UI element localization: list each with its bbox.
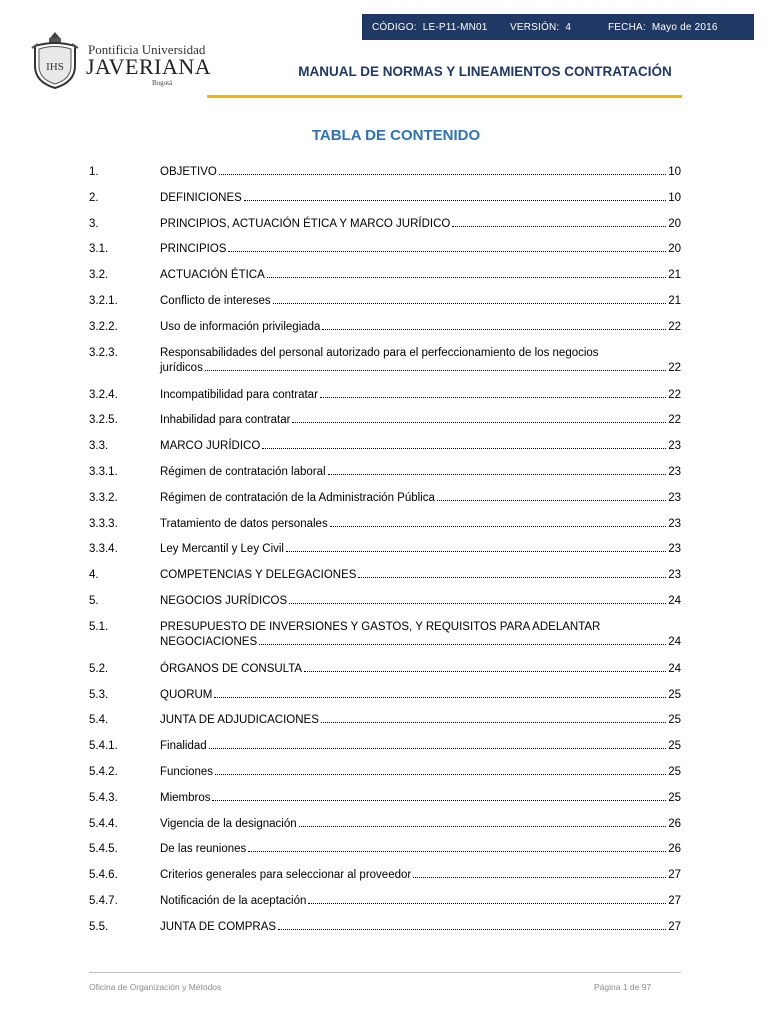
toc-entry-label: Uso de información privilegiada: [160, 320, 321, 333]
version-value: 4: [565, 21, 572, 33]
toc-entry-line: [160, 543, 681, 555]
toc-entry-label: Vigencia de la designación: [160, 817, 297, 830]
code-value: LE-P11-MN01: [422, 21, 488, 33]
toc-leader-dots: [209, 747, 667, 749]
toc-entry-page: 23: [668, 466, 681, 478]
toc-entry-number: 2.: [89, 191, 99, 204]
toc-entry-number: 3.2.1.: [89, 295, 118, 307]
toc-entry-line: [160, 766, 681, 778]
toc-leader-dots: [262, 447, 666, 449]
toc-entry-page: 23: [668, 491, 681, 504]
toc-entry-label: ÓRGANOS DE CONSULTA: [160, 662, 303, 675]
toc-entry-label-continued: jurídicos: [160, 361, 203, 374]
toc-entry-line: [160, 843, 681, 855]
document-title: MANUAL DE NORMAS Y LINEAMIENTOS CONTRATACIÓN: [298, 64, 672, 79]
crest-icon: [30, 30, 80, 90]
toc-entry-number: 3.2.3.: [89, 346, 118, 359]
toc-entry-number: 5.4.3.: [89, 791, 118, 804]
toc-entry-line: [160, 663, 681, 675]
toc-entry-page: 24: [668, 635, 681, 648]
toc-entry-number: 5.5.: [89, 920, 109, 933]
toc-entry-page: 21: [668, 269, 681, 282]
toc-entry-page: 10: [668, 166, 681, 178]
toc-leader-dots: [413, 876, 666, 878]
toc-entry-number: 3.2.: [89, 269, 109, 282]
toc-entry-number: 3.3.: [89, 440, 109, 453]
toc-entry-number: 5.3.: [89, 688, 109, 701]
date-label: FECHA:: [608, 21, 646, 33]
toc-entry-page: 27: [668, 920, 681, 933]
toc-entry-label: De las reuniones: [160, 843, 247, 856]
toc-entry-line: [160, 869, 681, 881]
toc-entry-label: Miembros: [160, 791, 211, 804]
toc-leader-dots: [219, 173, 666, 175]
toc-entry-page: 25: [668, 766, 681, 778]
toc-entry-page: 26: [668, 817, 681, 830]
version-label: VERSIÓN:: [510, 21, 560, 33]
toc-leader-dots: [259, 643, 666, 645]
toc-entry-label: Conflicto de intereses: [160, 295, 271, 307]
toc-leader-dots: [228, 250, 666, 252]
toc-entry-line: [160, 518, 681, 530]
toc-entry-number: 5.4.5.: [89, 843, 118, 856]
logo-line-2: JAVERIANA: [86, 54, 212, 79]
logo-line-1: Pontificia Universidad: [88, 42, 206, 57]
toc-leader-dots: [214, 696, 666, 698]
toc-entry-page: 25: [668, 714, 681, 727]
toc-entry-label: JUNTA DE COMPRAS: [160, 920, 277, 933]
toc-entry-number: 5.2.: [89, 662, 109, 675]
toc-entry-label: QUORUM: [160, 688, 213, 701]
logo-line-3: Bogotá: [152, 79, 173, 87]
toc-leader-dots: [215, 773, 666, 775]
toc-entry-number: 5.4.: [89, 714, 109, 727]
toc-entry-label: Criterios generales para seleccionar al proveedor: [160, 869, 412, 882]
toc-entry-label-continued: NEGOCIACIONES: [160, 635, 258, 648]
toc-entry-line: [160, 569, 681, 581]
toc-leader-dots: [273, 302, 667, 304]
toc-entry-label: Notificación de la aceptación: [160, 895, 307, 907]
toc-entry-page: 23: [668, 517, 681, 530]
toc-entry-page: 25: [668, 740, 681, 753]
toc-entry-label: JUNTA DE ADJUDICACIONES: [160, 714, 319, 727]
toc-entry-page: 23: [668, 569, 681, 582]
toc-entry-page: 22: [668, 361, 681, 374]
code-field: [372, 22, 488, 33]
toc-entry-page: 22: [668, 320, 681, 333]
footer-divider: [89, 972, 681, 973]
toc-entry-page: 25: [668, 688, 681, 701]
toc-entry-label: Incompatibilidad para contratar: [160, 388, 318, 401]
toc-leader-dots: [330, 525, 667, 527]
toc-entry-label: Funciones: [160, 766, 214, 778]
footer-page-number: Página 1 de 97: [594, 982, 652, 992]
toc-entry-page: 21: [668, 295, 681, 307]
toc-leader-dots: [304, 670, 666, 672]
toc-leader-dots: [320, 396, 666, 398]
toc-entry-number: 3.3.3.: [89, 517, 118, 530]
toc-entry-number: 5.4.2.: [89, 766, 118, 778]
toc-entry-number: 3.2.4.: [89, 388, 118, 401]
toc-leader-dots: [244, 199, 666, 201]
toc-entry-line: [160, 218, 681, 230]
toc-entry-label: COMPETENCIAS Y DELEGACIONES: [160, 569, 357, 582]
toc-entry-number: 3.3.4.: [89, 543, 118, 556]
toc-entry-line: [160, 269, 681, 281]
toc-leader-dots: [299, 825, 667, 827]
toc-leader-dots: [248, 850, 666, 852]
toc-entry-number: 5.4.1.: [89, 740, 118, 753]
document-code-bar: [362, 14, 754, 40]
toc-entry-page: 24: [668, 595, 681, 607]
toc-entry-line: [160, 243, 681, 255]
toc-entry-number: 5.1.: [89, 620, 109, 633]
toc-entry-page: 20: [668, 243, 681, 256]
toc-entry-number: 3.2.2.: [89, 320, 118, 333]
toc-leader-dots: [212, 799, 666, 801]
toc-entry-number: 3.2.5.: [89, 414, 118, 427]
toc-entry-label: Ley Mercantil y Ley Civil: [160, 543, 284, 556]
toc-leader-dots: [267, 276, 666, 278]
toc-entry-line-2: [160, 362, 681, 374]
toc-entry-label: NEGOCIOS JURÍDICOS: [160, 595, 288, 607]
svg-text:IHS: IHS: [46, 61, 64, 73]
university-logo: [30, 28, 212, 92]
toc-entry-page: 20: [668, 217, 681, 230]
toc-entry-line: [160, 389, 681, 401]
toc-entry-label: Inhabilidad para contratar: [160, 414, 291, 427]
version-field: [510, 22, 571, 33]
toc-leader-dots: [292, 421, 666, 423]
toc-entry-page: 10: [668, 191, 681, 204]
toc-entry-label: OBJETIVO: [160, 166, 217, 178]
toc-entry-number: 1.: [89, 166, 99, 178]
toc-entry-label: DEFINICIONES: [160, 191, 242, 204]
toc-entry-number: 5.4.7.: [89, 895, 118, 907]
date-value: Mayo de 2016: [651, 21, 718, 33]
toc-entry-page: 22: [668, 414, 681, 427]
toc-entry-line: [160, 818, 681, 830]
toc-entry-label: Responsabilidades del personal autorizado para el perfeccionamiento de los negocios: [160, 346, 599, 359]
toc-entry-line: [160, 921, 681, 933]
toc-entry-label: Finalidad: [160, 740, 207, 753]
toc-entry-line: [160, 895, 681, 907]
toc-leader-dots: [286, 550, 666, 552]
toc-entry-line: [160, 714, 681, 726]
toc-entry-line: [160, 595, 681, 607]
toc-entry-number: 3.3.2.: [89, 491, 118, 504]
toc-entry-line: [160, 440, 681, 452]
toc-leader-dots: [321, 721, 666, 723]
toc-leader-dots: [322, 328, 666, 330]
toc-entry-page: 27: [668, 869, 681, 882]
header-divider: [207, 95, 682, 98]
toc-entry-number: 5.4.4.: [89, 817, 118, 830]
toc-entry-page: 27: [668, 895, 681, 907]
toc-heading: TABLA DE CONTENIDO: [311, 127, 481, 144]
toc-entry-label: PRINCIPIOS: [160, 243, 227, 256]
toc-entry-line: [160, 295, 681, 307]
toc-entry-line: [160, 740, 681, 752]
toc-entry-label: PRINCIPIOS, ACTUACIÓN ÉTICA Y MARCO JURÍDICO: [160, 217, 451, 230]
toc-entry-line: [160, 192, 681, 204]
toc-entry-line: [160, 466, 681, 478]
toc-entry-label: ACTUACIÓN ÉTICA: [160, 269, 265, 282]
toc-leader-dots: [278, 928, 666, 930]
footer-office: Oficina de Organización y Métodos: [89, 982, 222, 992]
toc-entry-number: 4.: [89, 569, 99, 582]
toc-entry-label: PRESUPUESTO DE INVERSIONES Y GASTOS, Y REQUISITOS PARA ADELANTAR: [160, 620, 601, 633]
toc-entry-label: MARCO JURÍDICO: [160, 440, 261, 453]
toc-entry-number: 3.: [89, 217, 99, 230]
toc-entry-number: 5.4.6.: [89, 869, 118, 882]
toc-entry-line: [160, 492, 681, 504]
toc-entry-line: [160, 414, 681, 426]
toc-entry-page: 22: [668, 388, 681, 401]
toc-leader-dots: [437, 499, 666, 501]
code-label: CÓDIGO:: [372, 21, 417, 33]
toc-entry-number: 3.1.: [89, 243, 109, 256]
toc-leader-dots: [328, 473, 667, 475]
toc-leader-dots: [358, 576, 666, 578]
toc-leader-dots: [289, 602, 666, 604]
toc-entry-page: 23: [668, 543, 681, 556]
toc-entry-line: [160, 321, 681, 333]
toc-entry-line-2: [160, 636, 681, 648]
toc-entry-number: 5.: [89, 595, 99, 607]
toc-entry-page: 25: [668, 791, 681, 804]
toc-entry-page: 26: [668, 843, 681, 856]
toc-leader-dots: [452, 225, 666, 227]
toc-leader-dots: [308, 902, 666, 904]
toc-entry-line: [160, 792, 681, 804]
toc-entry-page: 23: [668, 440, 681, 453]
toc-entry-number: 3.3.1.: [89, 466, 118, 478]
toc-entry-label: Régimen de contratación de la Administración Pública: [160, 491, 435, 504]
date-field: [608, 22, 718, 33]
toc-leader-dots: [205, 369, 666, 371]
toc-entry-line: [160, 166, 681, 178]
toc-entry-label: Régimen de contratación laboral: [160, 466, 326, 478]
toc-entry-line: [160, 689, 681, 701]
toc-entry-page: 24: [668, 662, 681, 675]
toc-entry-label: Tratamiento de datos personales: [160, 517, 328, 530]
